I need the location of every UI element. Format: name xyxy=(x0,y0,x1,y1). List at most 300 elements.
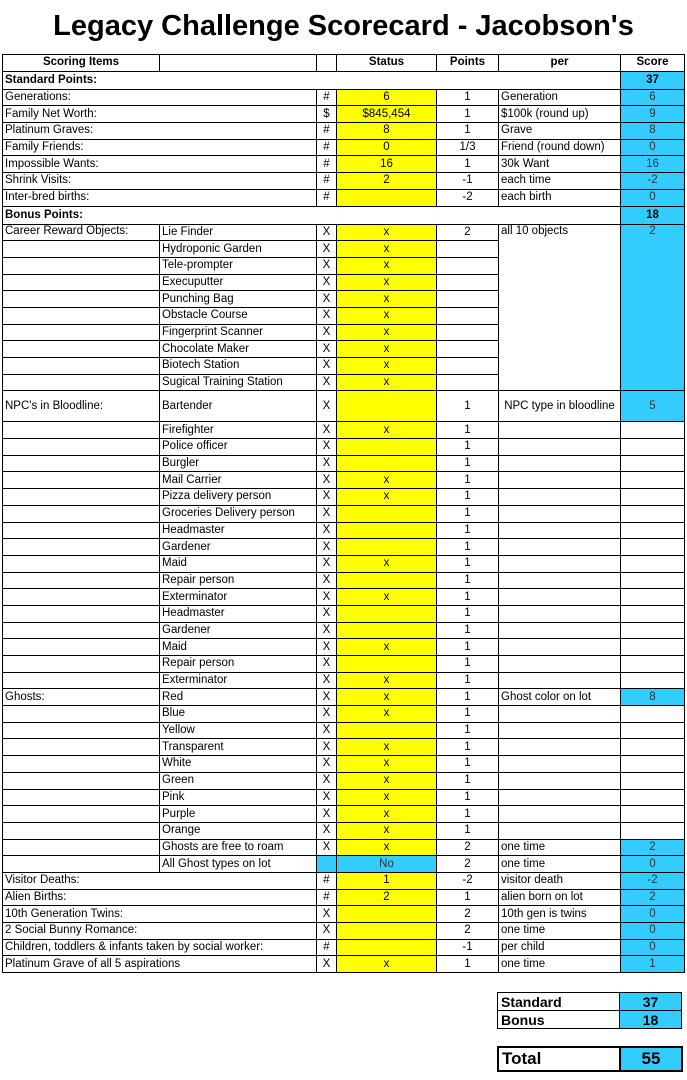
ghost-color-name: Blue xyxy=(160,706,317,723)
score-blank xyxy=(621,622,685,639)
per-label: 10th gen is twins xyxy=(499,906,621,923)
item-label: 10th Generation Twins: xyxy=(3,906,317,923)
misc-row xyxy=(3,956,685,973)
per-blank xyxy=(499,422,621,439)
points-value: -1 xyxy=(437,173,499,190)
ghost-row xyxy=(3,806,685,823)
header-row xyxy=(3,55,685,72)
per-blank xyxy=(499,706,621,723)
per-blank xyxy=(499,672,621,689)
npc-blank xyxy=(3,605,160,622)
per-blank xyxy=(499,455,621,472)
points-value: -1 xyxy=(437,939,499,956)
career-object-name: Tele-prompter xyxy=(160,257,317,274)
career-blank xyxy=(3,241,160,258)
status-value: $845,454 xyxy=(337,106,437,123)
career-per-label: all 10 objects xyxy=(499,224,621,391)
standard-row xyxy=(3,106,685,123)
status-value: 6 xyxy=(337,89,437,106)
status-value xyxy=(337,455,437,472)
ghost-score: 8 xyxy=(621,689,685,706)
career-blank xyxy=(3,257,160,274)
npc-blank xyxy=(3,472,160,489)
x-mark: X xyxy=(317,706,337,723)
x-mark: X xyxy=(317,789,337,806)
npc-row xyxy=(3,639,685,656)
points-value: 1 xyxy=(437,806,499,823)
x-mark: X xyxy=(317,772,337,789)
score-value: -2 xyxy=(621,173,685,190)
item-label: Family Net Worth: xyxy=(3,106,317,123)
score-value: 16 xyxy=(621,156,685,173)
npc-name: Police officer xyxy=(160,439,317,456)
npc-blank xyxy=(3,455,160,472)
npc-blank xyxy=(3,672,160,689)
header-score: Score xyxy=(621,55,685,72)
section-standard xyxy=(3,71,685,89)
score-value: -2 xyxy=(621,872,685,889)
totals-row-standard xyxy=(498,993,682,1011)
status-value xyxy=(337,906,437,923)
ghost-color-name: Yellow xyxy=(160,722,317,739)
score-value: 0 xyxy=(621,856,685,873)
career-object-name: Chocolate Maker xyxy=(160,341,317,358)
npc-per-label: NPC type in bloodline xyxy=(499,391,621,422)
score-blank xyxy=(621,605,685,622)
npc-name: Gardener xyxy=(160,539,317,556)
career-object-name: Hydroponic Garden xyxy=(160,241,317,258)
points-value: 1 xyxy=(437,539,499,556)
per-blank xyxy=(499,789,621,806)
score-blank xyxy=(621,739,685,756)
x-mark: X xyxy=(317,656,337,673)
ghost-row xyxy=(3,722,685,739)
status-value: x xyxy=(337,822,437,839)
npc-name: Burgler xyxy=(160,455,317,472)
scorecard-table xyxy=(2,54,685,973)
points-value: 1 xyxy=(437,622,499,639)
status-value: x xyxy=(337,689,437,706)
ghost-row xyxy=(3,689,685,706)
per-label: Generation xyxy=(499,89,621,106)
standard-row xyxy=(3,156,685,173)
status-value: x xyxy=(337,839,437,856)
per-blank xyxy=(499,756,621,773)
bonus-section-score: 18 xyxy=(621,206,685,224)
points-value: 1 xyxy=(437,572,499,589)
header-unit xyxy=(317,55,337,72)
npc-name: Gardener xyxy=(160,622,317,639)
status-value: 0 xyxy=(337,139,437,156)
career-blank xyxy=(3,274,160,291)
standard-row xyxy=(3,123,685,140)
x-mark: X xyxy=(317,241,337,258)
status-value: x xyxy=(337,257,437,274)
ghost-alltypes-row xyxy=(3,856,685,873)
x-mark: X xyxy=(317,472,337,489)
status-value: x xyxy=(337,358,437,375)
standard-row xyxy=(3,173,685,190)
grand-total-table xyxy=(497,1046,683,1072)
points-value: 1/3 xyxy=(437,139,499,156)
status-value xyxy=(337,539,437,556)
x-mark: X xyxy=(317,572,337,589)
score-blank xyxy=(621,806,685,823)
score-blank xyxy=(621,822,685,839)
points-value: 2 xyxy=(437,906,499,923)
status-value xyxy=(337,656,437,673)
npc-row xyxy=(3,505,685,522)
bonus-section-label: Bonus Points: xyxy=(3,206,621,224)
ghost-color-name: Purple xyxy=(160,806,317,823)
points-value: 1 xyxy=(437,689,499,706)
score-value: 9 xyxy=(621,106,685,123)
per-blank xyxy=(499,722,621,739)
points-blank xyxy=(437,324,499,341)
item-label: Shrink Visits: xyxy=(3,173,317,190)
x-mark: X xyxy=(317,291,337,308)
score-blank xyxy=(621,722,685,739)
points-blank xyxy=(437,241,499,258)
per-blank xyxy=(499,622,621,639)
npc-name: Maid xyxy=(160,555,317,572)
x-mark: X xyxy=(317,324,337,341)
npc-name: Pizza delivery person xyxy=(160,489,317,506)
per-label: one time xyxy=(499,956,621,973)
per-label: $100k (round up) xyxy=(499,106,621,123)
points-value: 1 xyxy=(437,789,499,806)
score-blank xyxy=(621,639,685,656)
item-label: Platinum Graves: xyxy=(3,123,317,140)
status-value: 2 xyxy=(337,889,437,906)
npc-blank xyxy=(3,422,160,439)
per-blank xyxy=(499,639,621,656)
npc-blank xyxy=(3,572,160,589)
status-value: 16 xyxy=(337,156,437,173)
per-blank xyxy=(499,489,621,506)
score-blank xyxy=(621,455,685,472)
npc-blank xyxy=(3,439,160,456)
per-label: one time xyxy=(499,923,621,940)
npc-row xyxy=(3,439,685,456)
item-label: Alien Births: xyxy=(3,889,317,906)
points-value: 1 xyxy=(437,722,499,739)
npc-row xyxy=(3,472,685,489)
ghost-row xyxy=(3,706,685,723)
status-value xyxy=(337,439,437,456)
npc-row xyxy=(3,672,685,689)
status-value: x xyxy=(337,307,437,324)
npc-name: Exterminator xyxy=(160,672,317,689)
misc-row xyxy=(3,906,685,923)
points-blank xyxy=(437,291,499,308)
score-value: 8 xyxy=(621,123,685,140)
ghosts-blank xyxy=(3,772,160,789)
score-blank xyxy=(621,422,685,439)
x-mark: X xyxy=(317,307,337,324)
score-blank xyxy=(621,572,685,589)
status-value: x xyxy=(337,739,437,756)
standard-row xyxy=(3,189,685,206)
ghost-roam-row xyxy=(3,839,685,856)
per-blank xyxy=(499,605,621,622)
per-blank xyxy=(499,522,621,539)
unit-symbol: # xyxy=(317,123,337,140)
career-blank xyxy=(3,341,160,358)
npc-blank xyxy=(3,639,160,656)
points-value: 1 xyxy=(437,889,499,906)
status-value xyxy=(337,605,437,622)
x-mark: X xyxy=(317,756,337,773)
x-mark: X xyxy=(317,555,337,572)
ghost-row xyxy=(3,756,685,773)
per-blank xyxy=(499,572,621,589)
npc-blank xyxy=(3,505,160,522)
career-blank xyxy=(3,358,160,375)
npc-name: Headmaster xyxy=(160,605,317,622)
ghosts-blank xyxy=(3,856,160,873)
unit-symbol: X xyxy=(317,906,337,923)
per-label: each time xyxy=(499,173,621,190)
points-value: 1 xyxy=(437,391,499,422)
points-value: 2 xyxy=(437,856,499,873)
x-mark: X xyxy=(317,839,337,856)
score-blank xyxy=(621,756,685,773)
score-blank xyxy=(621,472,685,489)
npc-name: Exterminator xyxy=(160,589,317,606)
per-label: visitor death xyxy=(499,872,621,889)
item-label: Visitor Deaths: xyxy=(3,872,317,889)
career-blank xyxy=(3,307,160,324)
x-mark: X xyxy=(317,341,337,358)
status-value: x xyxy=(337,555,437,572)
npc-blank xyxy=(3,539,160,556)
status-value xyxy=(337,722,437,739)
score-blank xyxy=(621,522,685,539)
status-value: x xyxy=(337,489,437,506)
score-blank xyxy=(621,489,685,506)
points-value: 1 xyxy=(437,522,499,539)
score-blank xyxy=(621,789,685,806)
ghost-roam-name: Ghosts are free to roam xyxy=(160,839,317,856)
points-value: 1 xyxy=(437,455,499,472)
bonus-total-value: 18 xyxy=(620,1011,682,1029)
item-label: Generations: xyxy=(3,89,317,106)
header-scoring-items: Scoring Items xyxy=(3,55,160,72)
career-object-name: Fingerprint Scanner xyxy=(160,324,317,341)
standard-section-label: Standard Points: xyxy=(3,71,621,89)
score-value: 0 xyxy=(621,139,685,156)
header-status: Status xyxy=(337,55,437,72)
ghost-row xyxy=(3,822,685,839)
x-mark: X xyxy=(317,522,337,539)
status-value: x xyxy=(337,472,437,489)
unit-symbol: $ xyxy=(317,106,337,123)
x-mark: X xyxy=(317,455,337,472)
x-mark: X xyxy=(317,605,337,622)
totals-row-bonus xyxy=(498,1011,682,1029)
points-value: -2 xyxy=(437,872,499,889)
npc-row xyxy=(3,422,685,439)
score-value: 2 xyxy=(621,889,685,906)
status-value: x xyxy=(337,274,437,291)
score-blank xyxy=(621,706,685,723)
x-mark: X xyxy=(317,505,337,522)
ghost-color-name: White xyxy=(160,756,317,773)
npc-row xyxy=(3,605,685,622)
item-label: Impossible Wants: xyxy=(3,156,317,173)
x-mark: X xyxy=(317,689,337,706)
ghosts-label: Ghosts: xyxy=(3,689,160,706)
ghost-color-name: Pink xyxy=(160,789,317,806)
per-label: per child xyxy=(499,939,621,956)
ghost-color-name: Transparent xyxy=(160,739,317,756)
npc-name: Headmaster xyxy=(160,522,317,539)
npc-score: 5 xyxy=(621,391,685,422)
npc-name: Groceries Delivery person xyxy=(160,505,317,522)
points-value: 1 xyxy=(437,589,499,606)
ghosts-blank xyxy=(3,789,160,806)
career-blank xyxy=(3,291,160,308)
career-object-name: Lie Finder xyxy=(160,224,317,241)
status-value: x xyxy=(337,956,437,973)
npc-row xyxy=(3,555,685,572)
npc-row xyxy=(3,622,685,639)
score-value: 0 xyxy=(621,923,685,940)
unit-blank xyxy=(317,856,337,873)
npc-blank xyxy=(3,589,160,606)
score-blank xyxy=(621,555,685,572)
per-label: one time xyxy=(499,839,621,856)
status-value: x xyxy=(337,241,437,258)
status-value: x xyxy=(337,639,437,656)
ghosts-blank xyxy=(3,822,160,839)
points-blank xyxy=(437,374,499,391)
status-value xyxy=(337,923,437,940)
points-blank xyxy=(437,307,499,324)
npc-row xyxy=(3,539,685,556)
status-value xyxy=(337,939,437,956)
npc-row xyxy=(3,489,685,506)
x-mark: X xyxy=(317,358,337,375)
x-mark: X xyxy=(317,224,337,241)
item-label: Family Friends: xyxy=(3,139,317,156)
status-value: x xyxy=(337,224,437,241)
per-blank xyxy=(499,589,621,606)
unit-symbol: # xyxy=(317,872,337,889)
career-row xyxy=(3,224,685,241)
status-value: x xyxy=(337,756,437,773)
ghost-per-label: Ghost color on lot xyxy=(499,689,621,706)
misc-row xyxy=(3,889,685,906)
x-mark: X xyxy=(317,489,337,506)
item-label: Platinum Grave of all 5 aspirations xyxy=(3,956,317,973)
header-blank xyxy=(160,55,317,72)
points-value: 1 xyxy=(437,772,499,789)
unit-symbol: X xyxy=(317,956,337,973)
per-blank xyxy=(499,555,621,572)
status-value: x xyxy=(337,341,437,358)
standard-total-label: Standard xyxy=(498,993,620,1011)
points-value: 1 xyxy=(437,756,499,773)
points-value: 1 xyxy=(437,156,499,173)
score-blank xyxy=(621,439,685,456)
points-value: 1 xyxy=(437,489,499,506)
unit-symbol: # xyxy=(317,189,337,206)
status-value: x xyxy=(337,374,437,391)
x-mark: X xyxy=(317,422,337,439)
unit-symbol: # xyxy=(317,89,337,106)
status-value xyxy=(337,189,437,206)
x-mark: X xyxy=(317,391,337,422)
points-value: 1 xyxy=(437,422,499,439)
section-bonus xyxy=(3,206,685,224)
per-blank xyxy=(499,439,621,456)
career-object-name: Obstacle Course xyxy=(160,307,317,324)
per-blank xyxy=(499,806,621,823)
points-value: 2 xyxy=(437,224,499,241)
status-value: x xyxy=(337,589,437,606)
standard-row xyxy=(3,139,685,156)
x-mark: X xyxy=(317,739,337,756)
per-blank xyxy=(499,739,621,756)
status-value: x xyxy=(337,706,437,723)
points-value: 1 xyxy=(437,639,499,656)
npc-label: NPC's in Bloodline: xyxy=(3,391,160,422)
ghost-row xyxy=(3,789,685,806)
per-label: Friend (round down) xyxy=(499,139,621,156)
career-blank xyxy=(3,324,160,341)
npc-row xyxy=(3,522,685,539)
ghosts-blank xyxy=(3,806,160,823)
ghost-color-name: Orange xyxy=(160,822,317,839)
score-value: 0 xyxy=(621,939,685,956)
points-blank xyxy=(437,341,499,358)
totals-table xyxy=(497,992,682,1029)
per-label: 30k Want xyxy=(499,156,621,173)
ghost-alltypes-name: All Ghost types on lot xyxy=(160,856,317,873)
score-blank xyxy=(621,656,685,673)
unit-symbol: # xyxy=(317,939,337,956)
npc-name: Mail Carrier xyxy=(160,472,317,489)
npc-name: Maid xyxy=(160,639,317,656)
score-value: 0 xyxy=(621,189,685,206)
ghosts-blank xyxy=(3,839,160,856)
points-value: 1 xyxy=(437,656,499,673)
x-mark: X xyxy=(317,439,337,456)
ghosts-blank xyxy=(3,756,160,773)
ghosts-blank xyxy=(3,706,160,723)
misc-row xyxy=(3,923,685,940)
npc-name: Firefighter xyxy=(160,422,317,439)
npc-blank xyxy=(3,522,160,539)
status-value xyxy=(337,391,437,422)
x-mark: X xyxy=(317,822,337,839)
header-per: per xyxy=(499,55,621,72)
unit-symbol: # xyxy=(317,139,337,156)
ghosts-blank xyxy=(3,739,160,756)
npc-name: Bartender xyxy=(160,391,317,422)
status-value: No xyxy=(337,856,437,873)
misc-row xyxy=(3,872,685,889)
points-value: 1 xyxy=(437,706,499,723)
career-object-name: Sugical Training Station xyxy=(160,374,317,391)
standard-row xyxy=(3,89,685,106)
ghost-color-name: Green xyxy=(160,772,317,789)
per-blank xyxy=(499,772,621,789)
points-value: 1 xyxy=(437,123,499,140)
points-value: 2 xyxy=(437,923,499,940)
